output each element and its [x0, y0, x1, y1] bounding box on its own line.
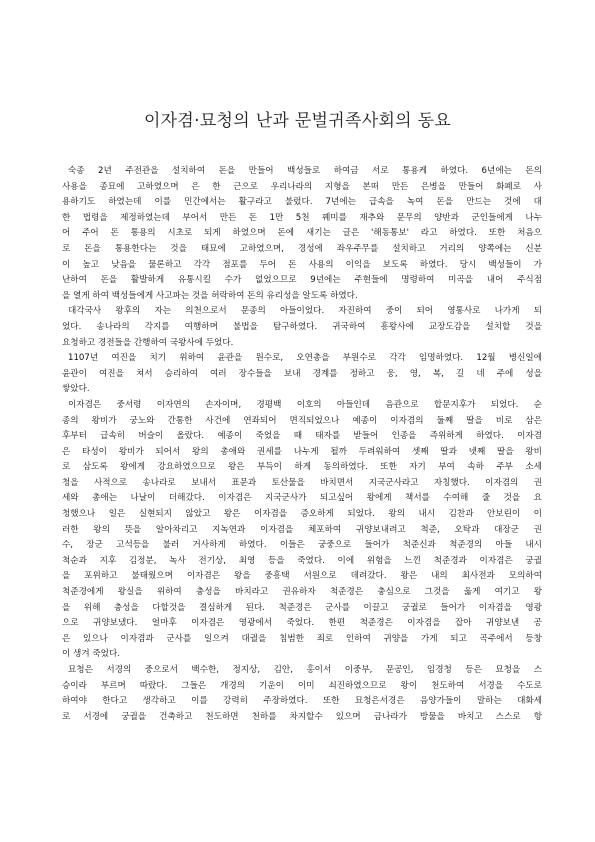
text-line: 종의 왕비가 궁노와 간통한 사건에 연좌되어 면직되었으나 예종이 이자겸의 둘째 딸을 비로 삼은: [62, 415, 542, 426]
text-line: 하여야 한다고 생각하고 이를 강력히 주장하였다. 또한 묘청은서경은 음양가들이 말하는 대화세: [62, 696, 542, 707]
page-title: 이자겸·묘청의 난과 문벌귀족사회의 동요: [143, 111, 452, 131]
text-line: 청을 사적으로 송나라로 보내서 표문과 토산물을 바치면서 지국군사라고 자칭했다. 이자겸의 권: [62, 477, 542, 488]
paragraph: [62, 304, 542, 351]
text-line: 이 높고 낮음을 물론하고 각각 점포를 두어 돈 사용의 이익을 보도록 하였다. 당시 백성들이 가: [62, 259, 542, 270]
text-line: 로 서경에 궁궐을 건축하고 천도하면 천하를 차지할수 있으며 금나라가 방물을 바치고 스스로 항: [62, 711, 542, 722]
text-line: 어 주어 돈 통용의 시초로 되게 하였으며 돈에 새기는 글은 '해동통보' 라고 하였다. 또한 처음으: [62, 228, 542, 239]
text-line: 대각국사 왕후의 자는 의천으로서 문종의 아들이었다. 자진하여 중이 되어 영통사로 나가게 되: [68, 306, 542, 317]
text-line: 척순과 지후 김정분, 녹사 전기상, 최영 등을 죽였다. 이에 위험을 느낀 척준경과 이자겸은 궁궐: [62, 555, 542, 566]
text-line: 러한 왕의 뜻을 알아차리고 지녹연과 이자겸을 체포하여 귀양보내려고 척준, 오탁과 대장군 권: [62, 524, 542, 535]
text-line: 용하기도 하였는데 이를 민간에서는 활구라고 불렀다. 7년에는 급속을 녹여 돈을 만드는 것에 대: [62, 197, 542, 208]
text-line: 로 삼도록 왕에게 강요하였으므로 왕은 부득이 하게 동의하였다. 또한 자기 부여 속하 주부 소세: [62, 462, 542, 473]
text-line: 을 포위하고 불태웠으며 이자겸은 왕을 중흥택 서원으로 데려갔다. 왕은 내의 최사전과 모의하여: [62, 571, 542, 582]
text-line: 1107년 여진을 치기 위하여 윤관을 원수로, 오연총을 부원수로 각각 임명하였다. 12월 병신일에: [68, 353, 542, 364]
document-body: [62, 164, 542, 725]
text-line: 난하여 돈을 활발하게 유통시킬 수가 없었으므로 9년에는 주현들에 명령하여 미곡을 내어 주식점: [62, 275, 542, 286]
text-line: 척준경에게 왕실을 위하여 충성을 바치라고 권유하자 척준경은 충심으로 그것을 옳게 여기고 왕: [62, 587, 542, 598]
text-line: 청했으나 일은 실현되지 않았고 왕은 이자겸을 증오하게 되었다. 왕의 내시 김찬과 안보린이 이: [62, 509, 542, 520]
text-line: 승이라 부르며 따랐다. 그들은 개경의 기운이 이미 쇠진하였으므로 왕이 천도하여 서경을 수도로: [62, 680, 542, 691]
text-line: 을 열게 하여 백성들에게 사고파는 것을 허락하여 돈의 유리성을 알도록 하였다.: [62, 290, 358, 301]
paragraph: [62, 164, 542, 304]
text-line: 사용을 종묘에 고하였으며 은 한 근으로 우리나라의 지형을 본떠 만든 은병을 만들어 화폐로 사: [62, 181, 542, 192]
text-line: 윤관이 여진을 쳐서 승리하여 여러 장수들을 보내 경계를 정하고 웅, 영, 복, 길 네 주에 성을: [62, 368, 542, 379]
text-line: 숙종 2년 주전관을 설치하여 돈을 만들어 백성들로 하여금 서로 통용케 하였다. 6년에는 돈의: [68, 166, 542, 176]
text-line: 수, 장군 고석등을 불러 거사하게 하였다. 이들은 궁중으로 들어가 척준신과 척준경의 아들 내시: [62, 540, 542, 551]
text-line: 으로 귀양보냈다. 얼마후 이자겸은 영광에서 죽었다. 한편 척준경은 이자겸을 잡아 귀양보낸 공: [62, 618, 542, 629]
text-line: 세와 총애는 나날이 더해갔다. 이자겸은 지국군사가 되고싶어 왕에게 책서를 수여해 줄 것을 요: [62, 493, 542, 504]
text-line: 이 생겨 죽었다.: [62, 649, 121, 660]
text-line: 로 돈을 통용한다는 것을 태묘에 고하였으며, 경성에 좌우주무를 설치하고 거리의 양쪽에는 신분: [62, 243, 542, 254]
paragraph: [62, 351, 542, 398]
text-line: 은 타성이 왕비가 되어서 왕의 총애와 권세를 나누게 될까 두려워하여 셋째 딸과 넷째 딸을 왕비: [62, 446, 542, 457]
text-line: 한 법령을 제정하였는데 부어서 만든 돈 1만 5천 꿰미를 재추와 문무의 양반과 군인들에게 나누: [62, 212, 542, 223]
text-line: 쌓았다.: [62, 384, 90, 395]
paragraph: [62, 663, 542, 725]
paragraph: [62, 398, 542, 663]
text-line: 었다. 송나라의 각지를 여행하며 불법을 탐구하였다. 귀국하여 흥왕사에 교장도감을 설치할 것을: [62, 321, 542, 332]
text-line: 묘청은 서경의 중으로서 백수한, 정지상, 김안, 홍이서 이중부, 문공인, 임경청 등은 묘청을 스: [68, 665, 542, 675]
text-line: 이자겸은 중서령 이자연의 손자이며, 경평백 이호의 아들인데 음관으로 합문지후가 되었다. 순: [68, 399, 542, 410]
text-line: 은 있으나 이자겸과 군사를 일으켜 대궐을 침범한 죄로 인하여 귀양을 가게 되고 곡주에서 등창: [62, 633, 542, 644]
text-line: 을 위해 충성을 다할것을 결심하게 된다. 척준경은 군사를 이끌고 궁궐로 들어가 이자겸을 영광: [62, 602, 542, 613]
text-line: 후부터 급속히 버슬이 올랐다. 예종이 죽었을 때 태자를 받들어 인종을 즉위하게 하였다. 이자겸: [62, 431, 542, 442]
text-line: 요청하고 경전들을 간행하여 국왕사에 두었다.: [62, 337, 234, 348]
